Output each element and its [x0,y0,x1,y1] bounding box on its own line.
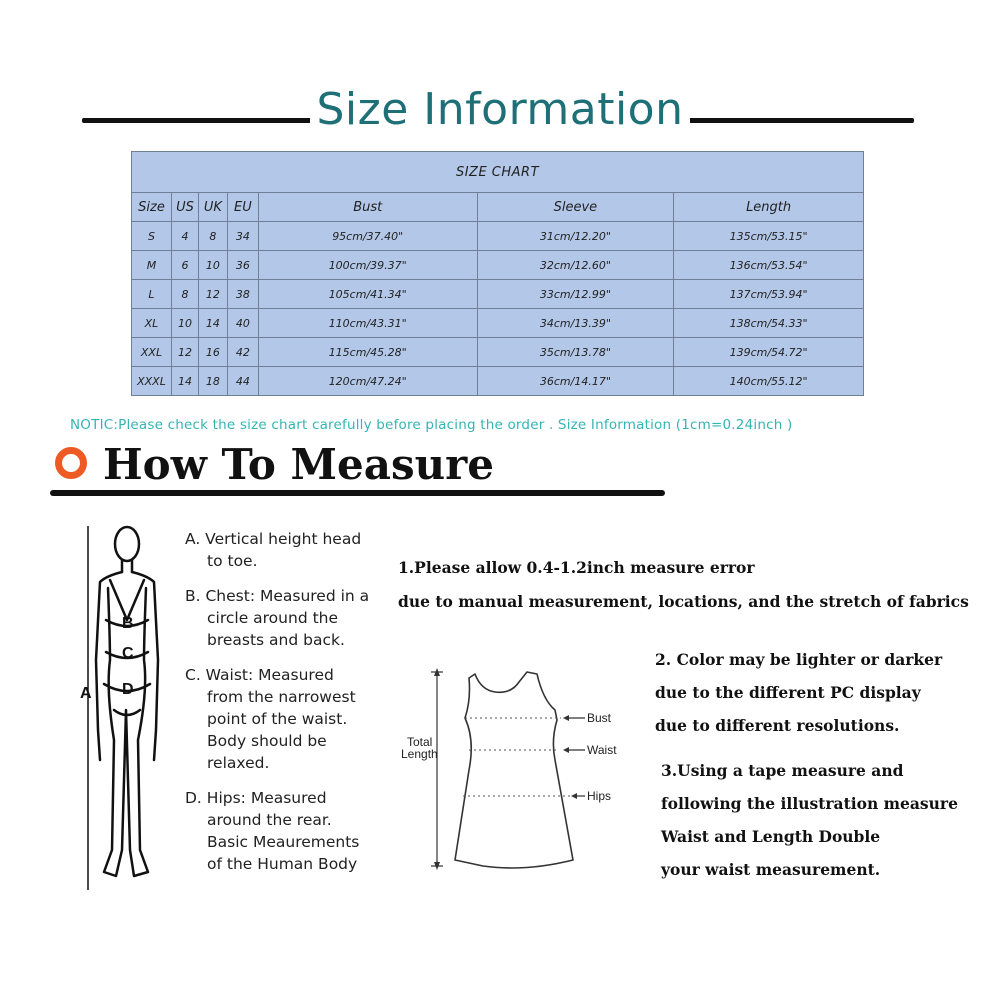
table-row [132,222,864,251]
dress-measurement-diagram [395,660,635,875]
size-chart-header-cell: Sleeve [477,193,674,222]
definition-first-line: B. Chest: Measured in a [185,587,370,605]
definition-first-line: A. Vertical height head [185,530,362,548]
measurement-definitions [185,528,390,888]
table-cell: XXL [132,338,172,367]
definition-line: to toe. [207,552,258,570]
table-cell: 139cm/54.72" [674,338,864,367]
table-cell: L [132,280,172,309]
note-1-line-2: due to manual measurement, locations, and the stretch of fabrics [398,592,969,611]
table-cell: 136cm/53.54" [674,251,864,280]
definition-item [185,787,390,875]
table-cell: 34cm/13.39" [477,309,674,338]
table-cell: 138cm/54.33" [674,309,864,338]
note-2-line-2: due to the different PC display [655,683,921,702]
table-cell: 4 [171,222,198,251]
page-title [0,84,1000,135]
table-row [132,309,864,338]
size-chart-table [131,151,864,396]
page-title-text: Size Information [310,84,689,135]
definition-line: breasts and back. [207,631,345,649]
note-3-line-1: 3.Using a tape measure and [661,761,904,780]
table-cell: 6 [171,251,198,280]
definition-item [185,528,390,572]
definition-item [185,585,390,651]
body-figure-illustration [70,520,180,900]
how-to-measure-title: How To Measure [103,440,495,489]
table-cell: 32cm/12.60" [477,251,674,280]
table-cell: XL [132,309,172,338]
size-chart-header-row [132,193,864,222]
table-cell: XXXL [132,367,172,396]
definition-line: Basic Meaurements [207,833,360,851]
table-cell: 105cm/41.34" [258,280,477,309]
figure-label-a: A [80,685,92,702]
table-row [132,280,864,309]
circle-bullet-icon [55,447,87,479]
table-cell: 36 [227,251,258,280]
definition-line: circle around the [207,609,339,627]
how-to-measure-rule [50,490,665,496]
size-notice: NOTIC:Please check the size chart carefully before placing the order . Size Information (1cm=0.24inch ) [70,417,793,433]
figure-label-b: B [122,615,134,632]
table-cell: 100cm/39.37" [258,251,477,280]
table-cell: 10 [171,309,198,338]
definition-line: around the rear. [207,811,332,829]
size-chart-header-cell: Bust [258,193,477,222]
table-cell: 137cm/53.94" [674,280,864,309]
definition-item [185,664,390,774]
note-3-line-3: Waist and Length Double [661,827,881,846]
table-cell: M [132,251,172,280]
size-chart-header-cell: UK [198,193,227,222]
size-chart-header-cell: Size [132,193,172,222]
table-cell: 36cm/14.17" [477,367,674,396]
table-cell: 12 [171,338,198,367]
table-cell: 95cm/37.40" [258,222,477,251]
definition-line: point of the waist. [207,710,348,728]
table-cell: 35cm/13.78" [477,338,674,367]
definition-first-line: C. Waist: Measured [185,666,334,684]
definition-line: of the Human Body [207,855,358,873]
definition-line: from the narrowest [207,688,356,706]
table-cell: 8 [198,222,227,251]
dress-label-hips: Hips [587,789,612,803]
table-cell: 14 [198,309,227,338]
table-cell: 31cm/12.20" [477,222,674,251]
table-cell: 12 [198,280,227,309]
table-cell: 120cm/47.24" [258,367,477,396]
table-cell: 40 [227,309,258,338]
dress-label-waist: Waist [587,743,617,757]
size-chart-caption: SIZE CHART [132,152,864,193]
dress-label-total: Total [407,735,433,749]
note-3-line-2: following the illustration measure [661,794,958,813]
note-2-line-1: 2. Color may be lighter or darker [655,650,943,669]
note-3-line-4: your waist measurement. [661,860,881,879]
table-cell: 44 [227,367,258,396]
table-cell: 115cm/45.28" [258,338,477,367]
figure-label-d: D [122,681,134,698]
table-cell: S [132,222,172,251]
table-cell: 8 [171,280,198,309]
definition-line: relaxed. [207,754,270,772]
table-cell: 140cm/55.12" [674,367,864,396]
note-1-line-1: 1.Please allow 0.4-1.2inch measure error [398,558,755,577]
table-cell: 38 [227,280,258,309]
table-cell: 110cm/43.31" [258,309,477,338]
table-cell: 42 [227,338,258,367]
size-chart-header-cell: US [171,193,198,222]
table-cell: 34 [227,222,258,251]
table-cell: 14 [171,367,198,396]
table-cell: 16 [198,338,227,367]
table-row [132,251,864,280]
table-cell: 33cm/12.99" [477,280,674,309]
table-cell: 18 [198,367,227,396]
dress-label-length: Length [401,747,438,761]
dress-label-bust: Bust [587,711,612,725]
definition-line: Body should be [207,732,327,750]
size-chart-body [132,222,864,396]
table-cell: 135cm/53.15" [674,222,864,251]
definition-first-line: D. Hips: Measured [185,789,327,807]
size-chart-header-cell: Length [674,193,864,222]
size-chart-header-cell: EU [227,193,258,222]
table-row [132,338,864,367]
note-2-line-3: due to different resolutions. [655,716,900,735]
table-row [132,367,864,396]
figure-label-c: C [122,645,134,662]
table-cell: 10 [198,251,227,280]
